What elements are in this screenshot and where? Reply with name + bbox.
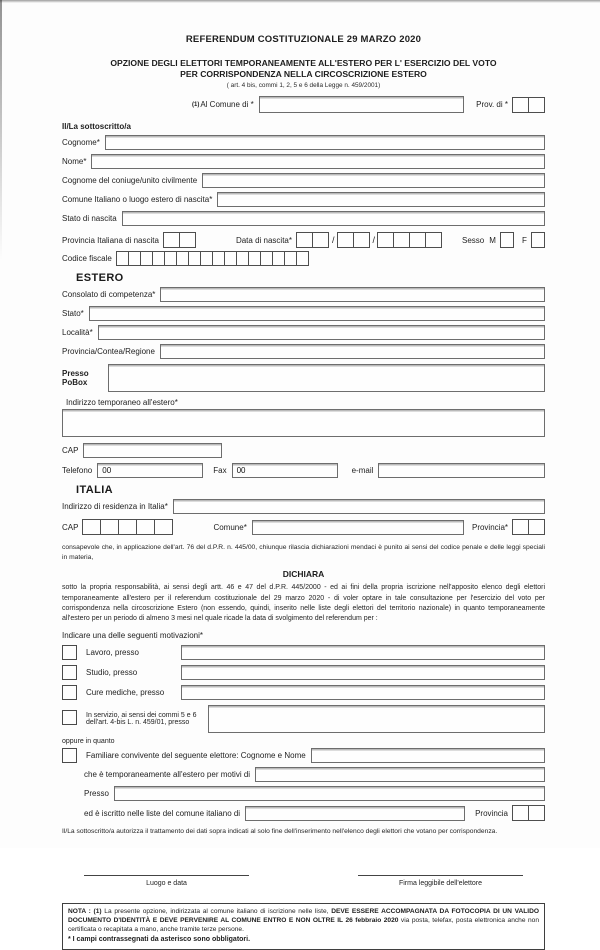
stato-nascita-label: Stato di nascita (62, 214, 117, 224)
comune-italia-input[interactable] (252, 520, 464, 535)
stato-estero-input[interactable] (89, 306, 545, 321)
nome-label: Nome* (62, 157, 87, 167)
localita-row (62, 325, 545, 340)
provincia-nascita-label: Provincia Italiana di nascita (62, 235, 159, 245)
scan-edge-artifact-top (0, 0, 600, 3)
nota-part1: La presente opzione, indirizzata al comune italiano di iscrizione nelle liste, (101, 907, 332, 915)
localita-label: Località* (62, 328, 93, 338)
char-cell[interactable] (377, 232, 394, 248)
coniuge-row (62, 173, 545, 188)
cap-estero-row (62, 443, 545, 458)
stato-nascita-row (62, 211, 545, 226)
consolato-label: Consolato di competenza* (62, 290, 156, 300)
al-comune-input[interactable] (259, 96, 464, 113)
char-cell[interactable] (163, 232, 180, 248)
italia-section-header: ITALIA (76, 484, 114, 497)
al-comune-label: Al Comune di * (200, 100, 254, 110)
contacts-row (62, 463, 545, 478)
note-ref-marker: (1) (192, 101, 200, 108)
declaration-body-text: sotto la propria responsabilità, ai sensi degli artt. 46 e 47 del d.P.R. 445/2000 - ed ai fini della propria iscrizione nell'apposito elenco degli elettori temporaneamente all'estero per il referendum costituzionale del 29 marzo 2020 - di voler optare in tale consultazione per l'esercizio del voto per corrispondenza nella circoscrizione Estero (non essendo, quindi, inserito nelle liste degli elettori del territorio nazionale) in quanto temporaneamente all'estero per un periodo di almeno 3 mesi nel quale ricade la data di svolgimento del referendum per : (62, 584, 545, 622)
estero-section-header: ESTERO (76, 272, 124, 285)
char-cell[interactable] (353, 232, 370, 248)
char-cell[interactable] (512, 805, 529, 821)
presso-label: Presso (62, 369, 89, 379)
char-cell[interactable] (512, 519, 529, 535)
indirizzo-estero-label: Indirizzo temporaneo all'estero* (66, 398, 178, 408)
nota-bold-requirement: DEVE ESSERE ACCOMPAGNATA DA FOTOCOPIA DI UN VALIDO DOCUMENTO D'IDENTITÀ E DEVE PERVENIRE AL COMUNE ENTRO E NON OLTRE IL 26 febbraio 2020 (68, 907, 539, 924)
nota-part2: via posta, telefax, posta elettronica anche non certificata o recapitata a mano, anche tramite terze persone. (68, 916, 539, 934)
familiare-row (62, 748, 545, 763)
coniuge-input[interactable] (202, 173, 545, 188)
stato-estero-row (62, 306, 545, 321)
nome-input[interactable] (91, 154, 545, 169)
codice-fiscale-cells (117, 251, 309, 266)
form-subtitle-line1: OPZIONE DEGLI ELETTORI TEMPORANEAMENTE ALL'ESTERO PER L' ESERCIZIO DEL VOTO (110, 58, 497, 68)
char-cell[interactable] (528, 97, 545, 113)
cap-estero-label: CAP (62, 446, 79, 456)
char-cell[interactable] (337, 232, 354, 248)
motivazioni-label-row (62, 631, 545, 640)
signature-area (62, 875, 545, 887)
form-subtitle (62, 58, 545, 80)
luogo-data-signature-line[interactable] (84, 875, 249, 877)
firma-block (358, 875, 523, 887)
privacy-consent-text: Il/La sottoscritto/a autorizza il trattamento dei dati sopra indicati al solo fine dell'inserimento nell'elenco degli elettori che votano per corrispondenza. (62, 828, 498, 836)
birth-month-cells (338, 232, 370, 248)
coniuge-label: Cognome del coniuge/unito civilmente (62, 176, 198, 186)
motivation-row-studio (62, 665, 545, 680)
familiare-label: Familiare convivente del seguente elettore: Cognome e Nome (86, 751, 306, 761)
email-input[interactable] (378, 463, 545, 478)
lavoro-label: Lavoro, presso (86, 648, 139, 658)
in-servizio-labels (86, 705, 208, 733)
in-servizio-label-line2: dell'art. 4-bis L. n. 459/01, presso (86, 719, 190, 727)
subscriber-intro-row (62, 122, 545, 131)
char-cell[interactable] (296, 232, 313, 248)
familiare-nome-input[interactable] (311, 748, 545, 763)
oppure-row (62, 738, 545, 745)
char-cell[interactable] (154, 519, 173, 535)
subscriber-intro-label: Il/La sottoscritto/a (62, 122, 131, 132)
char-cell[interactable] (179, 232, 196, 248)
birth-day-cells (297, 232, 329, 248)
nome-row (62, 154, 545, 169)
fax-input[interactable] (232, 463, 338, 478)
telefono-prefill-value: 00 (102, 466, 112, 476)
presso-familiare-input[interactable] (114, 786, 545, 801)
birth-year-cells (378, 232, 442, 248)
codice-fiscale-label: Codice fiscale (62, 254, 112, 264)
nota-text (68, 907, 539, 935)
telefono-input[interactable] (97, 463, 203, 478)
cap-italia-label: CAP (62, 522, 79, 532)
consolato-input[interactable] (160, 287, 545, 302)
sesso-m-checkbox[interactable] (500, 232, 514, 248)
mandatory-fields-note: * I campi contrassegnati da asterisco sono obbligatori. (68, 936, 251, 944)
nascita-data-row (62, 232, 545, 248)
motivi-row (84, 767, 545, 782)
provincia-contea-label: Provincia/Contea/Regione (62, 347, 155, 357)
cap-italia-cells (83, 519, 173, 535)
presso-pobox-labels (62, 364, 108, 392)
law-reference: ( art. 4 bis, commi 1, 2, 5 e 6 della Legge n. 459/2001) (226, 82, 381, 90)
pobox-label: PoBox (62, 378, 88, 388)
comune-row (192, 96, 545, 113)
indirizzo-italia-row (62, 499, 545, 514)
char-cell[interactable] (82, 519, 101, 535)
char-cell[interactable] (528, 519, 545, 535)
iscritto-label: ed è iscritto nelle liste del comune italiano di (84, 808, 241, 818)
sesso-label: Sesso (462, 235, 485, 245)
char-cell[interactable] (409, 232, 426, 248)
char-cell[interactable] (118, 519, 137, 535)
motivation-row-servizio (62, 705, 545, 733)
provincia-contea-input[interactable] (160, 344, 545, 359)
firma-signature-line[interactable] (358, 875, 523, 877)
sesso-f-label: F (522, 235, 527, 245)
comune-nascita-row (62, 192, 545, 207)
dichiara-heading: DICHIARA (282, 569, 325, 580)
stato-nascita-input[interactable] (122, 211, 545, 226)
lavoro-presso-input[interactable] (181, 645, 545, 660)
in-servizio-checkbox[interactable] (62, 710, 77, 725)
in-servizio-presso-input[interactable] (208, 705, 545, 733)
familiare-checkbox[interactable] (62, 748, 77, 763)
char-cell[interactable] (393, 232, 410, 248)
telefono-label: Telefono (62, 466, 93, 476)
form-subtitle-line2: PER CORRISPONDENZA NELLA CIRCOSCRIZIONE ESTERO (180, 69, 427, 80)
oppure-label: oppure in quanto (62, 738, 115, 746)
lavoro-checkbox[interactable] (62, 645, 77, 660)
temporaneamente-label: che è temporaneamente all'estero per motivi di (84, 770, 251, 780)
indirizzo-estero-input[interactable] (62, 409, 545, 437)
date-separator: / (331, 235, 335, 246)
fax-prefill-value: 00 (236, 466, 246, 476)
char-cell[interactable] (425, 232, 442, 248)
char-cell[interactable] (100, 519, 119, 535)
motivation-row-lavoro (62, 645, 545, 660)
in-servizio-label-line1: In servizio, ai sensi dei commi 5 e 6 (86, 712, 197, 720)
data-nascita-label: Data di nascita* (235, 235, 292, 245)
consolato-row (62, 287, 545, 302)
scan-edge-artifact-left (0, 0, 2, 260)
cap-comune-provincia-row (62, 519, 545, 535)
codice-fiscale-row (62, 251, 545, 266)
nota-label: NOTA : (1) (68, 907, 102, 915)
provincia-iscritto-cells (513, 805, 545, 821)
provincia-italia-cells (513, 519, 545, 535)
cognome-input[interactable] (105, 135, 545, 150)
provincia-contea-row (62, 344, 545, 359)
char-cell[interactable] (512, 97, 529, 113)
date-separator: / (372, 235, 376, 246)
indirizzo-estero-box-row (62, 409, 545, 437)
presso-familiare-row (84, 786, 545, 801)
indirizzo-italia-label: Indirizzo di residenza in Italia* (62, 502, 168, 512)
iscritto-row (84, 805, 545, 821)
consapevole-text: consapevole che, in applicazione dell'art. 76 del d.P.R. n. 445/00, chiunque rilascia dichiarazioni mendaci è punito ai sensi del codice penale e delle leggi speciali in materia, (62, 544, 545, 562)
comune-italia-label: Comune* (213, 522, 247, 532)
cure-mediche-label: Cure mediche, presso (86, 688, 165, 698)
fax-label: Fax (213, 466, 227, 476)
prov-di-label: Prov. di * (476, 100, 508, 110)
char-cell[interactable] (296, 251, 309, 266)
firma-label: Firma leggibile dell'elettore (398, 879, 483, 887)
email-label: e-mail (351, 466, 374, 476)
provincia-iscritto-label: Provincia (475, 808, 508, 818)
nota-box (62, 903, 545, 950)
cognome-label: Cognome* (62, 138, 100, 148)
presso-pobox-row (62, 364, 545, 392)
presso-familiare-label: Presso (84, 789, 109, 799)
studio-presso-input[interactable] (181, 665, 545, 680)
motivi-input[interactable] (255, 767, 545, 782)
sesso-m-label: M (489, 235, 496, 245)
char-cell[interactable] (136, 519, 155, 535)
comune-nascita-label: Comune Italiano o luogo estero di nascita* (62, 195, 213, 205)
luogo-data-label: Luogo e data (146, 879, 187, 887)
localita-input[interactable] (98, 325, 545, 340)
provincia-nascita-cells (164, 232, 196, 248)
cognome-row (62, 135, 545, 150)
provincia-italia-label: Provincia* (471, 522, 508, 532)
studio-checkbox[interactable] (62, 665, 77, 680)
indirizzo-estero-label-row (62, 398, 545, 407)
comune-nascita-input[interactable] (217, 192, 545, 207)
studio-label: Studio, presso (86, 668, 138, 678)
cure-mediche-checkbox[interactable] (62, 685, 77, 700)
stato-estero-label: Stato* (62, 309, 84, 319)
sesso-f-checkbox[interactable] (531, 232, 545, 248)
form-title: REFERENDUM COSTITUZIONALE 29 MARZO 2020 (185, 34, 422, 45)
char-cell[interactable] (312, 232, 329, 248)
prov-di-cells (513, 97, 545, 113)
char-cell[interactable] (528, 805, 545, 821)
motivation-row-cure (62, 685, 545, 700)
cap-estero-input[interactable] (83, 443, 222, 458)
presso-pobox-input[interactable] (108, 364, 545, 392)
cure-mediche-presso-input[interactable] (181, 685, 545, 700)
referendum-option-form (62, 34, 545, 950)
indirizzo-italia-input[interactable] (173, 499, 545, 514)
luogo-data-block (84, 875, 249, 887)
iscritto-comune-input[interactable] (245, 806, 465, 821)
motivazioni-label: Indicare una delle seguenti motivazioni* (62, 631, 203, 641)
